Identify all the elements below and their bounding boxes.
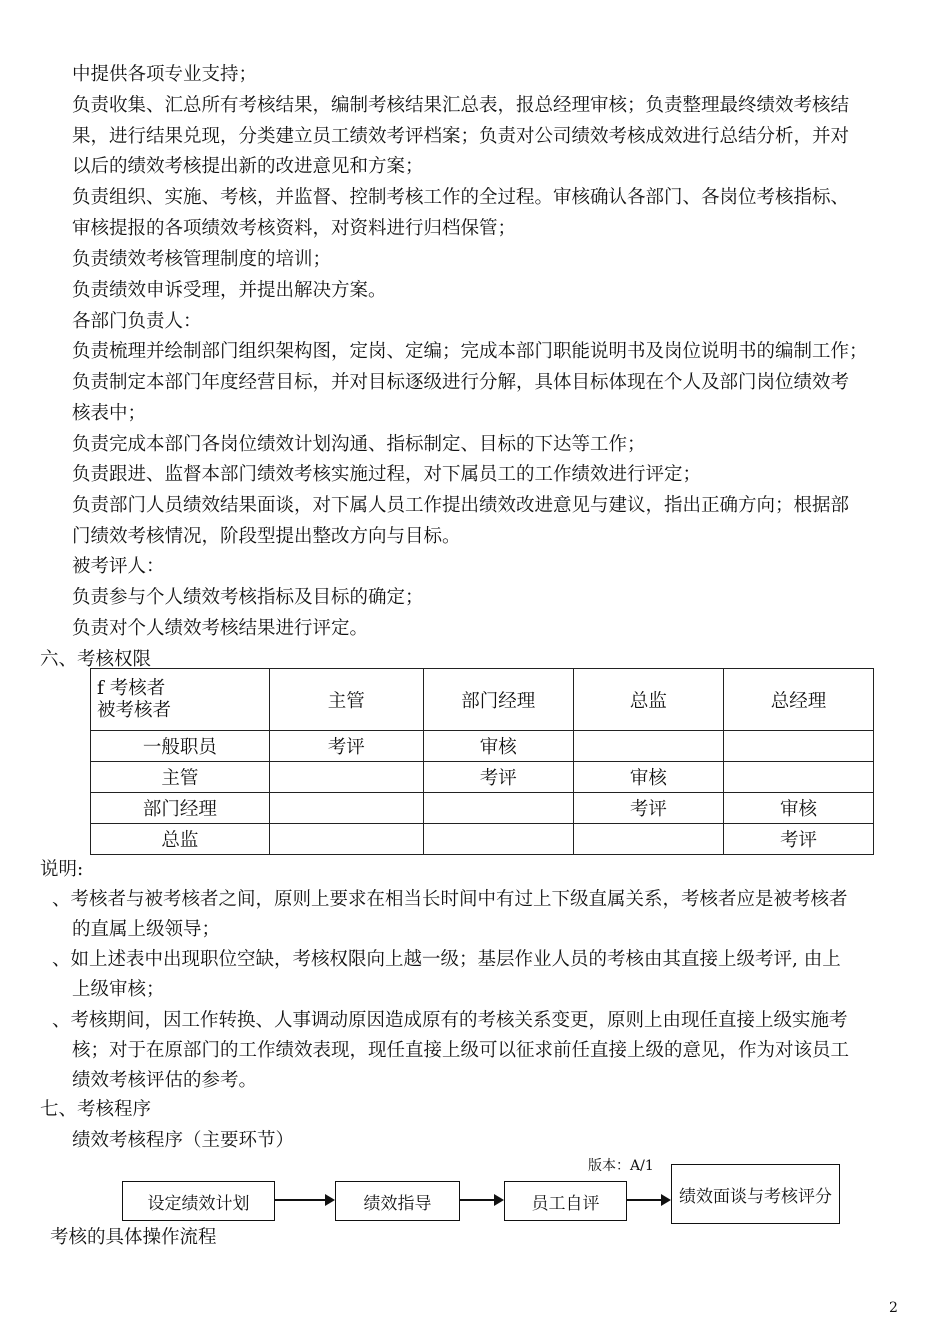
text-line: 核表中； (72, 403, 147, 424)
table-cell (269, 793, 423, 824)
column-header: 总经理 (723, 669, 873, 731)
table-row (91, 762, 874, 793)
row-label: 总监 (91, 824, 270, 855)
text-line: 负责完成本部门各岗位绩效计划沟通、指标制定、目标的下达等工作； (72, 434, 646, 455)
text-line: 考核的具体操作流程 (50, 1227, 217, 1248)
table-row (91, 793, 874, 824)
table-cell: 审核 (723, 793, 873, 824)
note-line: 绩效考核评估的参考。 (72, 1070, 258, 1091)
table-cell: 考评 (269, 731, 423, 762)
note-line: 核；对于在原部门的工作绩效表现，现任直接上级可以征求前任直接上级的意见，作为对该员工 (72, 1040, 850, 1061)
column-header: 主管 (269, 669, 423, 731)
text-line: 果，进行结果兑现，分类建立员工绩效考评档案；负责对公司绩效考核成效进行总结分析，并对 (72, 126, 850, 147)
table-cell: 审核 (573, 762, 723, 793)
text-line: 各部门负责人： (72, 311, 202, 332)
table-cell (269, 824, 423, 855)
notes-title: 说明: (40, 859, 84, 880)
table-cell: 考评 (723, 824, 873, 855)
table-cell (573, 824, 723, 855)
corner-bottom-label: 被考核者 (97, 699, 172, 721)
row-label: 部门经理 (91, 793, 270, 824)
text-line: 负责部门人员绩效结果面谈，对下属人员工作提出绩效改进意见与建议，指出正确方向；根据部 (72, 495, 850, 516)
text-line: 中提供各项专业支持； (72, 64, 258, 85)
text-line: 负责收集、汇总所有考核结果，编制考核结果汇总表，报总经理审核；负责整理最终绩效考核结 (72, 95, 850, 116)
arrow-icon (275, 1199, 333, 1201)
note-line: 、考核者与被考核者之间，原则上要求在相当长时间中有过上下级直属关系，考核者应是被考核者 (52, 889, 848, 910)
table-cell (269, 762, 423, 793)
note-line: 的直属上级领导； (72, 919, 221, 940)
text-line: 门绩效考核情况，阶段型提出整改方向与目标。 (72, 526, 461, 547)
subsection-title: 绩效考核程序（主要环节） (72, 1130, 295, 1151)
section-heading: 六、考核权限 (40, 649, 152, 670)
note-line: 、如上述表中出现职位空缺，考核权限向上越一级；基层作业人员的考核由其直接上级考评, 由上 (52, 949, 841, 970)
text-line: 负责梳理并绘制部门组织架构图，定岗、定编；完成本部门职能说明书及岗位说明书的编制工作； (72, 341, 868, 362)
flow-step: 绩效指导 (335, 1181, 460, 1221)
text-line: 审核提报的各项绩效考核资料，对资料进行归档保管； (72, 218, 517, 239)
table-cell: 考评 (423, 762, 573, 793)
arrow-icon (627, 1199, 669, 1201)
arrow-icon (460, 1199, 502, 1201)
flow-step: 设定绩效计划 (122, 1181, 275, 1221)
table-cell (573, 731, 723, 762)
table-cell: 考评 (573, 793, 723, 824)
flow-step: 绩效面谈与考核评分 (671, 1164, 840, 1224)
note-line: 上级审核； (72, 979, 165, 1000)
table-row (91, 731, 874, 762)
column-header: 部门经理 (423, 669, 573, 731)
table-cell: 审核 (423, 731, 573, 762)
section-heading: 七、考核程序 (40, 1099, 152, 1120)
text-line: 负责参与个人绩效考核指标及目标的确定； (72, 587, 424, 608)
note-line: 、考核期间，因工作转换、人事调动原因造成原有的考核关系变更，原则上由现任直接上级实施考 (52, 1010, 848, 1031)
table-cell (723, 731, 873, 762)
text-line: 负责跟进、监督本部门绩效考核实施过程，对下属员工的工作绩效进行评定； (72, 464, 702, 485)
row-label: 主管 (91, 762, 270, 793)
table-row (91, 824, 874, 855)
table-header-row (91, 669, 874, 731)
text-line: 负责对个人绩效考核结果进行评定。 (72, 618, 369, 639)
authority-table (90, 668, 874, 855)
column-header: 总监 (573, 669, 723, 731)
corner-top-label: f 考核者 (97, 677, 166, 699)
text-line: 负责组织、实施、考核，并监督、控制考核工作的全过程。审核确认各部门、各岗位考核指标、 (72, 187, 850, 208)
table-cell (423, 824, 573, 855)
flow-step: 员工自评 (504, 1181, 627, 1221)
version-label: 版本：A/1 (588, 1158, 654, 1174)
page-number: 2 (889, 1300, 898, 1316)
text-line: 以后的绩效考核提出新的改进意见和方案； (72, 156, 424, 177)
text-line: 负责制定本部门年度经营目标，并对目标逐级进行分解，具体目标体现在个人及部门岗位绩效考 (72, 372, 850, 393)
table-cell (723, 762, 873, 793)
row-label: 一般职员 (91, 731, 270, 762)
table-cell (423, 793, 573, 824)
text-line: 负责绩效申诉受理，并提出解决方案。 (72, 280, 387, 301)
text-line: 被考评人： (72, 556, 165, 577)
text-line: 负责绩效考核管理制度的培训； (72, 249, 332, 270)
corner-cell (91, 669, 270, 731)
